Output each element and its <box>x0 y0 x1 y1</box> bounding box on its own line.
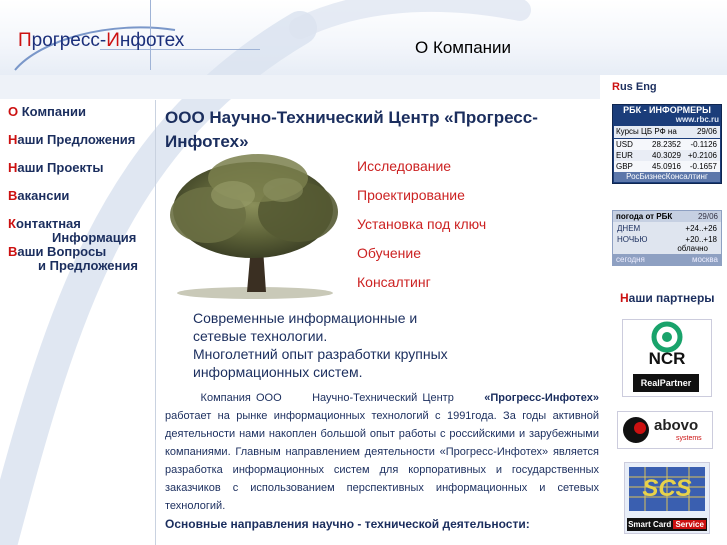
abovo-sub: systems <box>676 435 702 442</box>
rate-change: +0.2106 <box>687 151 717 160</box>
rate-row <box>614 139 720 150</box>
nav-label: онтактная <box>15 216 81 231</box>
nav-label-line2: и Предложения <box>38 258 138 273</box>
scs-badge-part1: Smart Card <box>628 520 672 529</box>
partners-heading <box>620 291 715 305</box>
weather-day-label: ДНЕМ <box>617 224 641 233</box>
tree-image <box>163 150 343 300</box>
weather-footer <box>613 254 721 265</box>
scs-badge-part2: Service <box>675 520 704 529</box>
rate-header-date: 29/06 <box>696 127 717 136</box>
nav-item-contacts[interactable] <box>8 217 136 245</box>
rate-value: 40.3029 <box>652 151 681 160</box>
weather-night-label: НОЧЬЮ <box>617 235 648 244</box>
weather-footer-right: москва <box>691 255 718 264</box>
weather-day-row <box>614 223 720 234</box>
service-item-training[interactable]: Обучение <box>357 245 422 261</box>
weather-title: погода от РБК <box>616 212 673 221</box>
weather-night-value: +20..+18 <box>685 235 717 244</box>
logo-part: рогресс- <box>31 30 107 51</box>
rate-row <box>614 150 720 161</box>
rate-value: 45.0916 <box>652 162 681 171</box>
logo-part-rest: нфотех <box>119 30 185 51</box>
sub-header-band <box>0 75 600 99</box>
nav-initial: В <box>8 244 18 259</box>
abovo-text: abovo <box>654 417 699 434</box>
rate-change: -0.1657 <box>689 162 717 171</box>
partner-logo-ncr[interactable] <box>622 319 712 397</box>
company-description <box>165 389 599 515</box>
service-item-design[interactable]: Проектирование <box>357 187 465 203</box>
nav-label: акансии <box>17 188 70 203</box>
tagline-line-2: Многолетний опыт разработки крупных информационных систем. <box>193 346 448 380</box>
nav-label: аши Проекты <box>17 160 104 175</box>
rbc-url: www.rbc.ru <box>675 115 719 124</box>
rate-value: 28.2352 <box>652 140 681 149</box>
weather-day-value: +24..+26 <box>685 224 717 233</box>
rate-currency: GBP <box>616 162 633 171</box>
lang-ru[interactable] <box>612 81 633 93</box>
description-rest: работает на рынке информационных технологий с 1991года. За годы активной деятельности нами накоплен большой опыт работы с российскими и зарубежными компаниями. Главным направлением деятельности «Прогресс-Инфотех» является разработка информационных систем для корпоративных и государственных заказчиков с использованием перспективных информационных и сетевых технологий. <box>165 410 599 512</box>
description-start: Компания ООО Научно-Технический Центр <box>165 392 485 404</box>
ncr-text: NCR <box>648 349 686 368</box>
nav-item-projects[interactable] <box>8 161 104 175</box>
scs-badge <box>627 518 707 531</box>
nav-initial: К <box>8 216 16 231</box>
weather-condition-row <box>614 243 720 254</box>
lang-ru-rest: us <box>619 81 633 93</box>
rate-row <box>614 161 720 172</box>
partner-logo-abovo[interactable] <box>617 411 713 449</box>
rbc-footer: РосБизнесКонсалтинг <box>614 172 720 182</box>
abovo-symbol-icon <box>621 415 651 445</box>
rate-header-label: Курсы ЦБ РФ на <box>616 127 677 136</box>
rbc-weather-widget[interactable] <box>612 210 722 266</box>
nav-item-questions[interactable] <box>8 245 138 273</box>
rbc-title: РБК - ИНФОРМЕРЫ <box>623 105 711 115</box>
lang-ru-initial: R <box>612 81 620 93</box>
site-logo[interactable] <box>18 30 184 52</box>
weather-date: 29/06 <box>697 212 718 221</box>
nav-initial: О <box>8 104 19 119</box>
page-section-title: О Компании <box>415 38 512 57</box>
nav-item-offers[interactable] <box>8 133 135 147</box>
partners-label: аши партнеры <box>628 291 715 305</box>
service-item-research[interactable]: Исследование <box>357 158 452 174</box>
nav-item-vacancies[interactable] <box>8 189 69 203</box>
logo-letter-i: И <box>106 30 120 51</box>
rate-currency: EUR <box>616 151 633 160</box>
nav-label: Компании <box>18 104 86 119</box>
rate-change: -0.1126 <box>690 140 717 149</box>
company-name: «Прогресс-Инфотех» <box>484 392 599 404</box>
tagline-line-1: Современные информационные и сетевые технологии. <box>193 310 418 344</box>
nav-label: аши Предложения <box>17 132 136 147</box>
ncr-badge: RealPartner <box>633 374 699 392</box>
content-divider <box>155 100 156 545</box>
activities-heading: Основные направления научно - технической деятельности: <box>165 517 530 531</box>
lang-en[interactable]: Eng <box>635 81 657 93</box>
service-item-consulting[interactable]: Консалтинг <box>357 274 431 290</box>
page-title: ООО Научно-Технический Центр «Прогресс-Инфотех» <box>165 108 538 151</box>
partner-logo-scs[interactable] <box>624 462 710 534</box>
logo-letter-p: П <box>18 30 32 51</box>
nav-initial: Н <box>8 132 18 147</box>
scs-text: SCS <box>642 475 692 502</box>
nav-initial: В <box>8 188 18 203</box>
rate-header <box>614 126 720 138</box>
rate-currency: USD <box>616 140 633 149</box>
partners-initial: Н <box>620 291 629 305</box>
nav-label: аши Вопросы <box>17 244 107 259</box>
rbc-currency-widget[interactable] <box>612 104 722 184</box>
nav-label-line2: Информация <box>52 230 137 245</box>
weather-header <box>613 211 721 222</box>
nav-item-about[interactable] <box>8 105 86 119</box>
service-item-turnkey[interactable]: Установка под ключ <box>357 216 487 232</box>
weather-footer-left: сегодня <box>616 255 645 264</box>
language-switcher <box>612 81 657 93</box>
nav-initial: Н <box>8 160 18 175</box>
weather-condition: облачно <box>677 244 708 253</box>
tagline <box>193 309 493 381</box>
